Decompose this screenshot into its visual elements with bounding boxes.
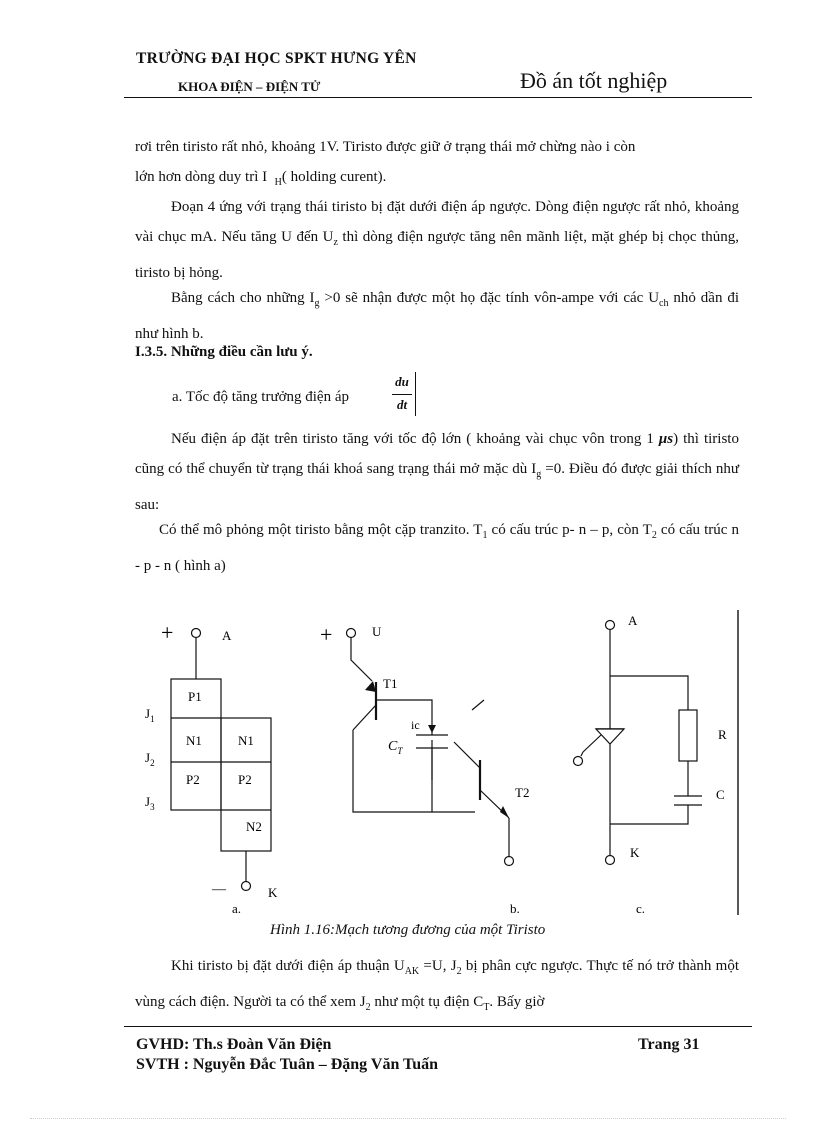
fig-b-t1-emitter-wire (351, 638, 372, 681)
fig-a-layer-n1-right: N1 (238, 733, 254, 748)
footer-students: SVTH : Nguyễn Đắc Tuân – Đặng Văn Tuấn (136, 1056, 439, 1073)
fig-a-j1: $J_1$ (145, 706, 155, 724)
fig-b-t1-arrow (365, 681, 376, 692)
fig-a-anode-label: A (222, 628, 232, 643)
school-name: TRƯỜNG ĐẠI HỌC SPKT HƯNG YÊN (136, 50, 417, 67)
document-title: Đồ án tốt nghiệp (520, 68, 668, 93)
section-heading: I.3.5. Những điều cần lưu ý. (135, 344, 313, 360)
fig-c-gate-wire (581, 752, 583, 756)
item-a-text: a. Tốc độ tăng trưởng điện áp (172, 389, 349, 405)
fig-b-plus: + (320, 622, 333, 647)
paragraph-6: Khi tiristo bị đặt dưới điện áp thuận $U_{AK} =U$, $J_2$ bị phân cực ngược. Thực tế nó trở thành một vùng cách điện. Người ta có thể xem $J_2$ như một tụ điện $C_T$. Bấy giờ (135, 958, 739, 1013)
paragraph-5: Có thể mô phỏng một tiristo bằng một cặp tranzito. $T_1$ có cấu trúc p- n – p, còn $T_2$ có cấu trúc n - p - n ( hình a) (135, 522, 739, 574)
fig-c-snubber-bottom-wire (610, 805, 688, 824)
fig-c-resistor (679, 710, 697, 761)
fig-a-cathode-label: K (268, 885, 278, 900)
fig-b-t1-collector (353, 705, 376, 730)
fig-a-label: a. (232, 901, 242, 916)
fig-b-t2-collector (454, 742, 480, 768)
fig-a-layer-p2-left: P2 (186, 772, 200, 787)
fig-c-c-label: C (716, 787, 725, 802)
footer-advisor: GVHD: Th.s Đoàn Văn Điện (136, 1036, 332, 1053)
fig-c-snubber-top-wire (610, 676, 688, 710)
footer-rule (124, 1026, 752, 1027)
paragraph-2: Đoạn 4 ứng với trạng thái tiristo bị đặt dưới điện áp ngược. Dòng điện ngược rất nhỏ, khoảng vài chục mA. Nếu tăng U đến $U_z$ thì dòng điện ngược tăng nên mãnh liệt, mặt ghép bị chọc thủng, tiristo bị hỏng. (135, 199, 739, 281)
fig-c-gate-terminal (574, 757, 583, 766)
fraction-denominator: dt (396, 397, 408, 412)
fig-c-cathode-terminal (606, 856, 615, 865)
paragraph-3: Bằng cách cho những $I_g >0$ sẽ nhận được một họ đặc tính vôn-ampe với các $U_{ch}$ nhỏ dần đi như hình b. (135, 290, 740, 342)
fig-b-supply-terminal (347, 629, 356, 638)
fig-a-layer-n1-left: N1 (186, 733, 202, 748)
fig-a-anode-terminal (192, 629, 201, 638)
fig-c-r-label: R (718, 727, 727, 742)
fraction-numerator: du (395, 374, 409, 389)
fig-a-plus: + (161, 620, 174, 645)
fig-b-output-terminal (505, 857, 514, 866)
fig-c-cathode-label: K (630, 845, 640, 860)
fig-b-ic-label: ic (411, 718, 420, 732)
fig-b-ic-arrow (428, 725, 436, 733)
fig-a-layer-n2: N2 (246, 819, 262, 834)
department-name: KHOA ĐIỆN – ĐIỆN TỬ (178, 79, 321, 94)
fig-b-u-label: U (372, 624, 382, 639)
fig-a-j3: $J_3$ (145, 794, 155, 812)
fig-b-t2-label: T2 (515, 785, 530, 800)
fig-a-cathode-terminal (242, 882, 251, 891)
fig-a-layer-p2-right: P2 (238, 772, 252, 787)
fig-b-label: b. (510, 901, 520, 916)
footer-page-number: Trang 31 (638, 1036, 700, 1053)
fig-b-ct-label: $C_T$ (388, 739, 403, 756)
paragraph-1-line-1: rơi trên tiristo rất nhỏ, khoảng 1V. Tiristo được giữ ở trạng thái mở chừng nào i còn (135, 139, 636, 155)
fig-b-t1-label: T1 (383, 676, 398, 691)
figure-caption: Hình 1.16:Mạch tương đương của một Tiristo (270, 922, 546, 938)
fig-b-t2-collector-top (472, 700, 484, 710)
fig-a-layer-p1: P1 (188, 689, 202, 704)
fig-c-anode-label: A (628, 613, 638, 628)
paragraph-1-line-2: lớn hơn dòng duy trì I $_H$( holding curent). (135, 169, 387, 188)
fig-c-label: c. (636, 901, 646, 916)
fig-b-bottom-wire (353, 730, 475, 812)
fig-c-gate-lead (583, 735, 601, 752)
fig-b-cap-top-wire (376, 700, 432, 735)
paragraph-4: Nếu điện áp đặt trên tiristo tăng với tốc độ lớn ( khoảng vài chục vôn trong 1 μs) thì tiristo cũng có thể chuyển từ trạng thái khoá sang trạng thái mở mặc dù $I_g =0$. Điều đó được giải thích như sau: (135, 431, 739, 513)
fig-c-anode-terminal (606, 621, 615, 630)
page-bottom-dotted-line (30, 1118, 786, 1119)
fig-a-j2: $J_2$ (145, 750, 155, 768)
fig-b-t2-arrow (500, 806, 509, 818)
fig-a-minus: — (212, 882, 226, 897)
